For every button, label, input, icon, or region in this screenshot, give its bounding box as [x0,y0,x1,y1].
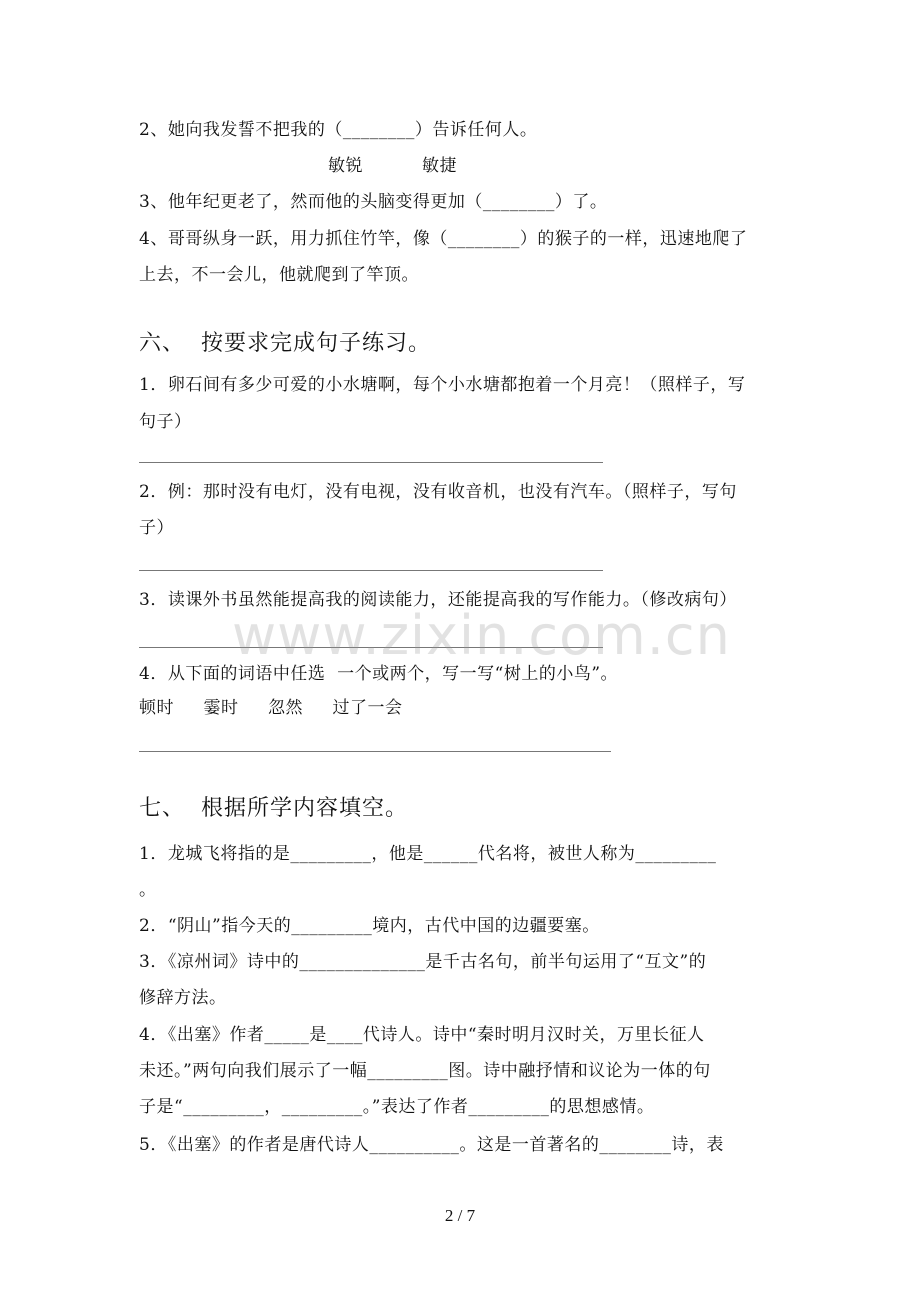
s7-q4-line3: 子是“_________，_________。”表达了作者_________的思想感情。 [139,1097,655,1117]
s7-q4-line2: 未还。”两句向我们展示了一幅_________图。诗中融抒情和议论为一体的句 [139,1061,711,1081]
s5-options: 敏锐 敏捷 [328,156,458,176]
s6-q2-line2: 子） [139,518,174,538]
s7-q5: 5．《出塞》的作者是唐代诗人__________。这是一首著名的________诗，表 [139,1135,724,1155]
s5-q3: 3、他年纪更老了，然而他的头脑变得更加（________）了。 [139,192,608,212]
s5-q4-line2: 上去，不一会儿，他就爬到了竿顶。 [139,265,419,285]
s7-q3-line2: 修辞方法。 [139,988,227,1008]
answer-line [139,570,603,571]
s7-q1-line2: 。 [139,880,157,900]
page-number: 2 / 7 [444,1206,476,1225]
s7-q1-line1: 1．龙城飞将指的是_________，他是______代名将，被世人称为_________ [139,844,717,864]
s6-q1-line2: 句子） [139,412,192,432]
s6-q4-words: 顿时 霎时 忽然 过了一会 [139,698,403,718]
section-6-heading: 六、 按要求完成句子练习。 [139,331,431,356]
s6-q2-line1: 2．例：那时没有电灯，没有电视，没有收音机，也没有汽车。（照样子，写句 [139,482,737,502]
s6-q4: 4．从下面的词语中任选 一个或两个，写一写“树上的小鸟”。 [139,664,619,684]
s6-q3: 3．读课外书虽然能提高我的阅读能力，还能提高我的写作能力。（修改病句） [139,590,737,610]
s7-q4-line1: 4．《出塞》作者_____是____代诗人。诗中“秦时明月汉时关，万里长征人 [139,1025,705,1045]
s7-q2: 2．“阴山”指今天的_________境内，古代中国的边疆要塞。 [139,916,600,936]
s5-q4-line1: 4、哥哥纵身一跃，用力抓住竹竿，像（________）的猴子的一样，迅速地爬了 [139,229,748,249]
answer-line [139,751,611,752]
section-7-heading: 七、 根据所学内容填空。 [139,796,408,821]
answer-line [139,462,603,463]
s6-q1-line1: 1．卵石间有多少可爱的小水塘啊，每个小水塘都抱着一个月亮！（照样子，写 [139,375,746,395]
s7-q3-line1: 3．《凉州词》诗中的______________是千古名句，前半句运用了“互文”的 [139,952,707,972]
watermark: www.zixin.com.cn [232,604,731,667]
s5-q2: 2、她向我发誓不把我的（________）告诉任何人。 [139,120,538,140]
